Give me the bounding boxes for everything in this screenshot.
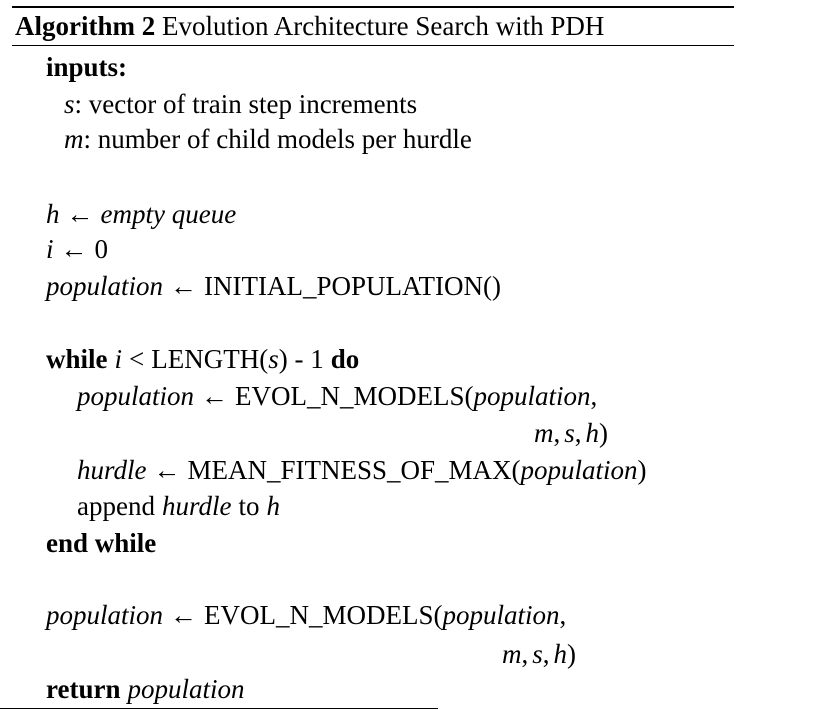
assign-arrow: ← [170, 271, 198, 301]
to-word: to [238, 491, 260, 521]
close-paren: ) [567, 639, 577, 669]
final-evol-line [46, 599, 566, 631]
arg-s: s [532, 639, 543, 669]
arg-h: h [585, 418, 600, 448]
append-word: append [77, 491, 155, 521]
close-paren: ) [637, 455, 647, 485]
assign-arrow: ← [170, 600, 198, 630]
length-tail: ) - 1 [278, 344, 324, 374]
end-while-keyword: end while [46, 528, 157, 558]
input-var: m [64, 124, 84, 154]
var-hurdle: hurdle [77, 455, 147, 485]
init-h-line [46, 198, 236, 230]
var-population: population [127, 674, 245, 704]
arg-m: m [502, 639, 522, 669]
return-line [46, 673, 245, 705]
while-line [46, 343, 359, 375]
assign-arrow: ← [153, 455, 181, 485]
do-keyword: do [330, 344, 360, 374]
arg-population: population [520, 455, 638, 485]
var-hurdle: hurdle [161, 491, 232, 521]
mean-fitness-fn: MEAN_FITNESS_OF_MAX( [187, 455, 521, 485]
return-keyword: return [46, 674, 121, 704]
arg-s: s [564, 418, 575, 448]
zero-value: 0 [94, 234, 109, 264]
input-var: s [64, 89, 75, 119]
algorithm-caption [15, 10, 604, 42]
algorithm-title: Evolution Architecture Search with PDH [161, 11, 605, 41]
loop-hurdle-line [77, 454, 647, 486]
input-item-s [64, 88, 417, 120]
var-population: population [77, 381, 195, 411]
arg-h: h [553, 639, 568, 669]
algorithm-caption-rule [12, 45, 734, 46]
var-i: i [114, 344, 123, 374]
init-population-line [46, 270, 501, 302]
var-h: h [266, 491, 280, 521]
var-i: i [46, 234, 54, 264]
arg-m: m [534, 418, 554, 448]
loop-evol-line [77, 380, 597, 412]
final-evol-args-line: m, s, h) [502, 639, 577, 669]
init-i-line [46, 233, 108, 265]
var-h: h [46, 199, 60, 229]
var-s: s [268, 344, 279, 374]
loop-evol-args-line: m, s, h) [534, 418, 609, 448]
algorithm-label: Algorithm 2 [15, 11, 156, 41]
evol-n-models-fn: EVOL_N_MODELS( [204, 600, 443, 630]
inputs-heading: inputs: [46, 52, 128, 82]
input-item-m [64, 123, 472, 155]
empty-queue-text: empty queue [100, 199, 237, 229]
arg-population: population [473, 381, 591, 411]
loop-append-line [77, 490, 280, 522]
less-than-op: < [129, 344, 145, 374]
assign-arrow: ← [60, 234, 88, 264]
var-population: population [46, 600, 164, 630]
algorithm-top-rule [12, 6, 734, 8]
evol-n-models-fn: EVOL_N_MODELS( [235, 381, 474, 411]
while-keyword: while [46, 344, 108, 374]
length-fn: LENGTH( [151, 344, 269, 374]
input-desc: : number of child models per hurdle [83, 124, 472, 154]
algorithm-bottom-rule [0, 708, 438, 709]
close-paren: ) [599, 418, 609, 448]
initial-population-call: INITIAL_POPULATION() [204, 271, 501, 301]
input-desc: : vector of train step increments [74, 89, 418, 119]
comma: , [559, 600, 567, 630]
assign-arrow: ← [201, 381, 229, 411]
comma: , [590, 381, 598, 411]
assign-arrow: ← [66, 199, 94, 229]
var-population: population [46, 271, 164, 301]
arg-population: population [442, 600, 560, 630]
